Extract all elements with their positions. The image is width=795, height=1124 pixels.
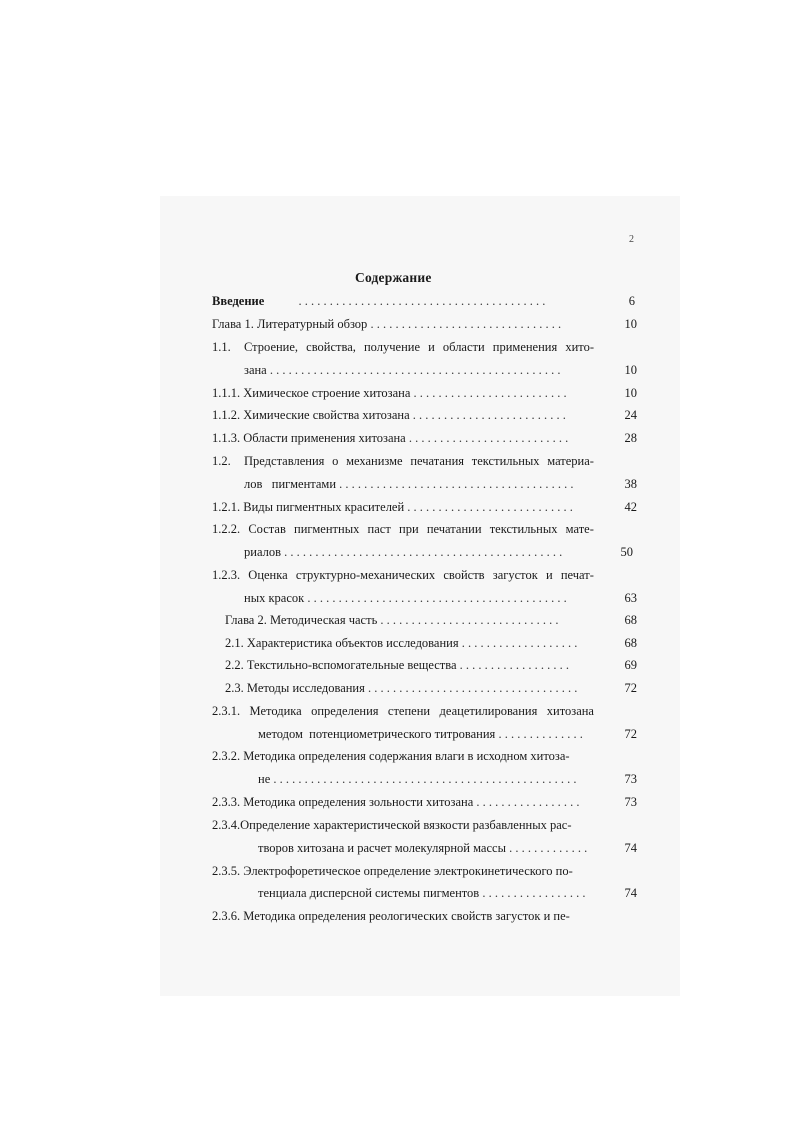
toc-entry-1-1-line2: зана . . . . . . . . . . . . . . . . . . . . . . . . . . . . . . . . . . . . . . . . . . . . . . . bbox=[244, 363, 561, 377]
toc-entry-2-3-1-line2: методом потенциометрического титрования . . . . . . . . . . . . . . bbox=[258, 727, 583, 741]
toc-page-number: 73 bbox=[624, 795, 637, 809]
toc-leader-dots: . . . . . . . . . . . . . . . . . . . . . . . . . . . . . . . . . . . . . . . . . . . . . bbox=[284, 545, 563, 559]
toc-entry-2-2: 2.2. Текстильно-вспомогательные вещества . . . . . . . . . . . . . . . . . . bbox=[225, 658, 570, 672]
toc-entry-2-1: 2.1. Характеристика объектов исследования . . . . . . . . . . . . . . . . . . . bbox=[225, 636, 578, 650]
toc-leader-dots: . . . . . . . . . . . . . . . . . . . . . . . . . . . . . . . . . . . . . . . . . . . . . . . bbox=[269, 363, 561, 377]
toc-page-number: 10 bbox=[624, 386, 637, 400]
toc-entry-1-1-1: 1.1.1. Химическое строение хитозана . . . . . . . . . . . . . . . . . . . . . . . . . bbox=[212, 386, 567, 400]
toc-page-number: 69 bbox=[624, 658, 637, 672]
toc-leader-dots: . . . . . . . . . . . . . . . . . bbox=[482, 886, 586, 900]
toc-entry-2-3-3: 2.3.3. Методика определения зольности хитозана . . . . . . . . . . . . . . . . . bbox=[212, 795, 580, 809]
toc-entry-2-3-5-line2: тенциала дисперсной системы пигментов . . . . . . . . . . . . . . . . . bbox=[258, 886, 586, 900]
toc-leader-dots: . . . . . . . . . . . . . . . . . . . . . . . . . bbox=[412, 408, 566, 422]
toc-page-number: 68 bbox=[624, 636, 637, 650]
toc-entry-1-2-1: 1.2.1. Виды пигментных красителей . . . . . . . . . . . . . . . . . . . . . . . . . . . bbox=[212, 500, 573, 514]
toc-entry-title: Глава 1. Литературный обзор bbox=[212, 317, 368, 331]
toc-leader-dots: . . . . . . . . . . . . . . . . . . . . . . . . . . . . . . . . . . . . . . . . . . . . . . . . . bbox=[273, 772, 577, 786]
toc-leader-dots: . . . . . . . . . . . . . bbox=[509, 841, 588, 855]
toc-entry-chapter-2: Глава 2. Методическая часть . . . . . . . . . . . . . . . . . . . . . . . . . . . . . bbox=[225, 613, 559, 627]
toc-page-number: 6 bbox=[628, 294, 635, 308]
toc-page-number: 38 bbox=[624, 477, 637, 491]
toc-leader-dots: . . . . . . . . . . . . . . . . . . . bbox=[461, 636, 578, 650]
toc-leader-dots: . . . . . . . . . . . . . . . . . . . . . . . . . . . . . . . . . . . . . . bbox=[339, 477, 574, 491]
toc-entry-number: 1.1. bbox=[212, 340, 231, 354]
toc-leader-dots: . . . . . . . . . . . . . . . . . . . . . . . . . . . . . . . . . . . . . . . . bbox=[298, 294, 546, 308]
toc-leader-dots: . . . . . . . . . . . . . . . . . . . . . . . . . . . . . bbox=[380, 613, 559, 627]
toc-entry-2-3-5-line1: 2.3.5. Электрофоретическое определение электрокинетического по- bbox=[212, 864, 573, 878]
toc-page-number: 28 bbox=[624, 431, 637, 445]
toc-entry-2-3-2-line1: 2.3.2. Методика определения содержания влаги в исходном хитоза- bbox=[212, 749, 570, 763]
toc-leader-dots: . . . . . . . . . . . . . . . . . bbox=[476, 795, 580, 809]
page-title: Содержание bbox=[355, 270, 432, 285]
toc-entry-2-3-6-line1: 2.3.6. Методика определения реологических свойств загусток и пе- bbox=[212, 909, 570, 923]
toc-leader-dots: . . . . . . . . . . . . . . . . . . . . . . . . . . . . . . . bbox=[370, 317, 562, 331]
toc-entry-1-1-2: 1.1.2. Химические свойства хитозана . . . . . . . . . . . . . . . . . . . . . . . . . bbox=[212, 408, 566, 422]
toc-entry-2-3: 2.3. Методы исследования . . . . . . . . . . . . . . . . . . . . . . . . . . . . . . . . . . bbox=[225, 681, 578, 695]
toc-entry-1-2-line1: Представления о механизме печатания текстильных материа- bbox=[244, 454, 594, 468]
toc-leader-dots: . . . . . . . . . . . . . . . . . . . . . . . . . bbox=[413, 386, 567, 400]
toc-entry-1-2-3-line2: ных красок . . . . . . . . . . . . . . . . . . . . . . . . . . . . . . . . . . . . . . . . . . bbox=[244, 591, 567, 605]
toc-page-number: 24 bbox=[624, 408, 637, 422]
toc-entry-1-1-line1: Строение, свойства, получение и области применения хито- bbox=[244, 340, 594, 354]
page-number: 2 bbox=[629, 234, 634, 245]
toc-page-number: 63 bbox=[624, 591, 637, 605]
toc-page-number: 10 bbox=[624, 317, 637, 331]
toc-page-number: 74 bbox=[624, 886, 637, 900]
toc-leader-dots: . . . . . . . . . . . . . . . . . . . . . . . . . . . . . . . . . . bbox=[368, 681, 578, 695]
toc-page-number: 50 bbox=[620, 545, 633, 559]
toc-entry-1-2-2-line1: 1.2.2. Состав пигментных паст при печатании текстильных мате- bbox=[212, 522, 594, 536]
toc-entry-1-2-2-line2: риалов . . . . . . . . . . . . . . . . . . . . . . . . . . . . . . . . . . . . . . . . . . . . . bbox=[244, 545, 563, 559]
toc-entry-1-2-line2: лов пигментами . . . . . . . . . . . . . . . . . . . . . . . . . . . . . . . . . . . . . . bbox=[244, 477, 574, 491]
toc-entry-intro bbox=[212, 293, 597, 309]
toc-entry-title: Введение bbox=[212, 294, 265, 308]
toc-page-number: 74 bbox=[624, 841, 637, 855]
toc-entry-2-3-4-line1: 2.3.4.Определение характеристической вязкости разбавленных рас- bbox=[212, 818, 572, 832]
toc-leader-dots: . . . . . . . . . . . . . . bbox=[498, 727, 583, 741]
toc-entry-2-3-1-line1: 2.3.1. Методика определения степени деацетилирования хитозана bbox=[212, 704, 594, 718]
toc-entry-2-3-4-line2: творов хитозана и расчет молекулярной массы . . . . . . . . . . . . . bbox=[258, 841, 588, 855]
toc-page-number: 73 bbox=[624, 772, 637, 786]
toc-entry-chapter-1 bbox=[212, 316, 597, 332]
toc-leader-dots: . . . . . . . . . . . . . . . . . . . . . . . . . . bbox=[408, 431, 569, 445]
toc-entry-2-3-2-line2: не . . . . . . . . . . . . . . . . . . . . . . . . . . . . . . . . . . . . . . . . . . . . . . . . . bbox=[258, 772, 577, 786]
toc-page-number: 68 bbox=[624, 613, 637, 627]
toc-entry-number: 1.2. bbox=[212, 454, 231, 468]
toc-leader-dots: . . . . . . . . . . . . . . . . . . . . . . . . . . . . . . . . . . . . . . . . . . bbox=[307, 591, 567, 605]
toc-page-number: 42 bbox=[624, 500, 637, 514]
toc-page-number: 72 bbox=[624, 681, 637, 695]
toc-entry-1-2-3-line1: 1.2.3. Оценка структурно-механических свойств загусток и печат- bbox=[212, 568, 594, 582]
toc-page-number: 10 bbox=[624, 363, 637, 377]
toc-leader-dots: . . . . . . . . . . . . . . . . . . . . . . . . . . . bbox=[407, 500, 573, 514]
toc-entry-1-1-3: 1.1.3. Области применения хитозана . . . . . . . . . . . . . . . . . . . . . . . . . . bbox=[212, 431, 569, 445]
toc-page-number: 72 bbox=[624, 727, 637, 741]
toc-leader-dots: . . . . . . . . . . . . . . . . . . bbox=[459, 658, 570, 672]
